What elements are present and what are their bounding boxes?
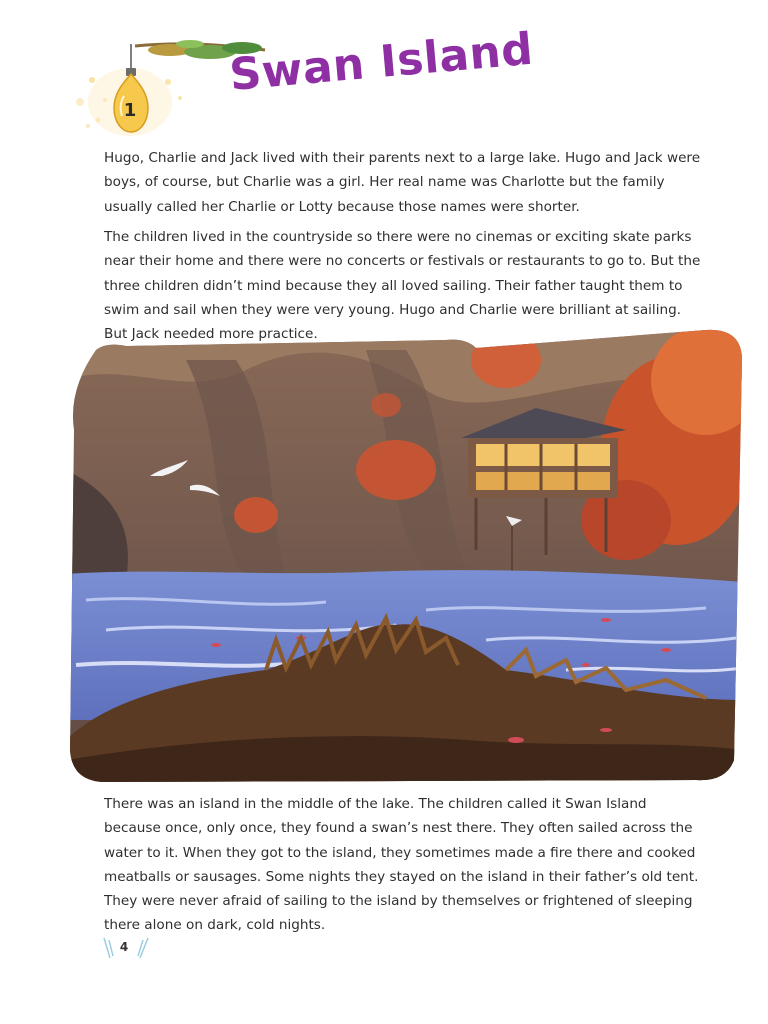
page-number: 4 [119, 940, 129, 954]
paragraph-3: There was an island in the middle of the lake. The children called it Swan Island because once, only once, they found a swan’s nest there. They often sailed across the water to it. When they got to the island, they sometimes made a fire there and cooked meatballs or sausages. Some nights they stayed on the island in their father’s old tent. They were never afraid of sailing to the island by themselves or frightened of sleeping there alone on dark, cold nights. [104, 796, 699, 934]
page-title: Swan Island [227, 23, 536, 101]
paragraph-1: Hugo, Charlie and Jack lived with their parents next to a large lake. Hugo and Jack were boys, of course, but Charlie was a girl. Her real name was Charlotte but the family usually called her Charlie or Lotty because those names were shorter. [104, 150, 701, 215]
lake-illustration [66, 320, 742, 786]
chapter-number: 1 [123, 100, 137, 121]
paragraph-2: The children lived in the countryside so there were no cinemas or exciting skate parks near their home and there were no concerts or festivals or restaurants to go to. But the three children didn’t mind because they all loved sailing. Their father taught them to swim and sail when they were very young. Hugo and Charlie were brilliant at sailing. But Jack needed more practice. [104, 229, 701, 343]
